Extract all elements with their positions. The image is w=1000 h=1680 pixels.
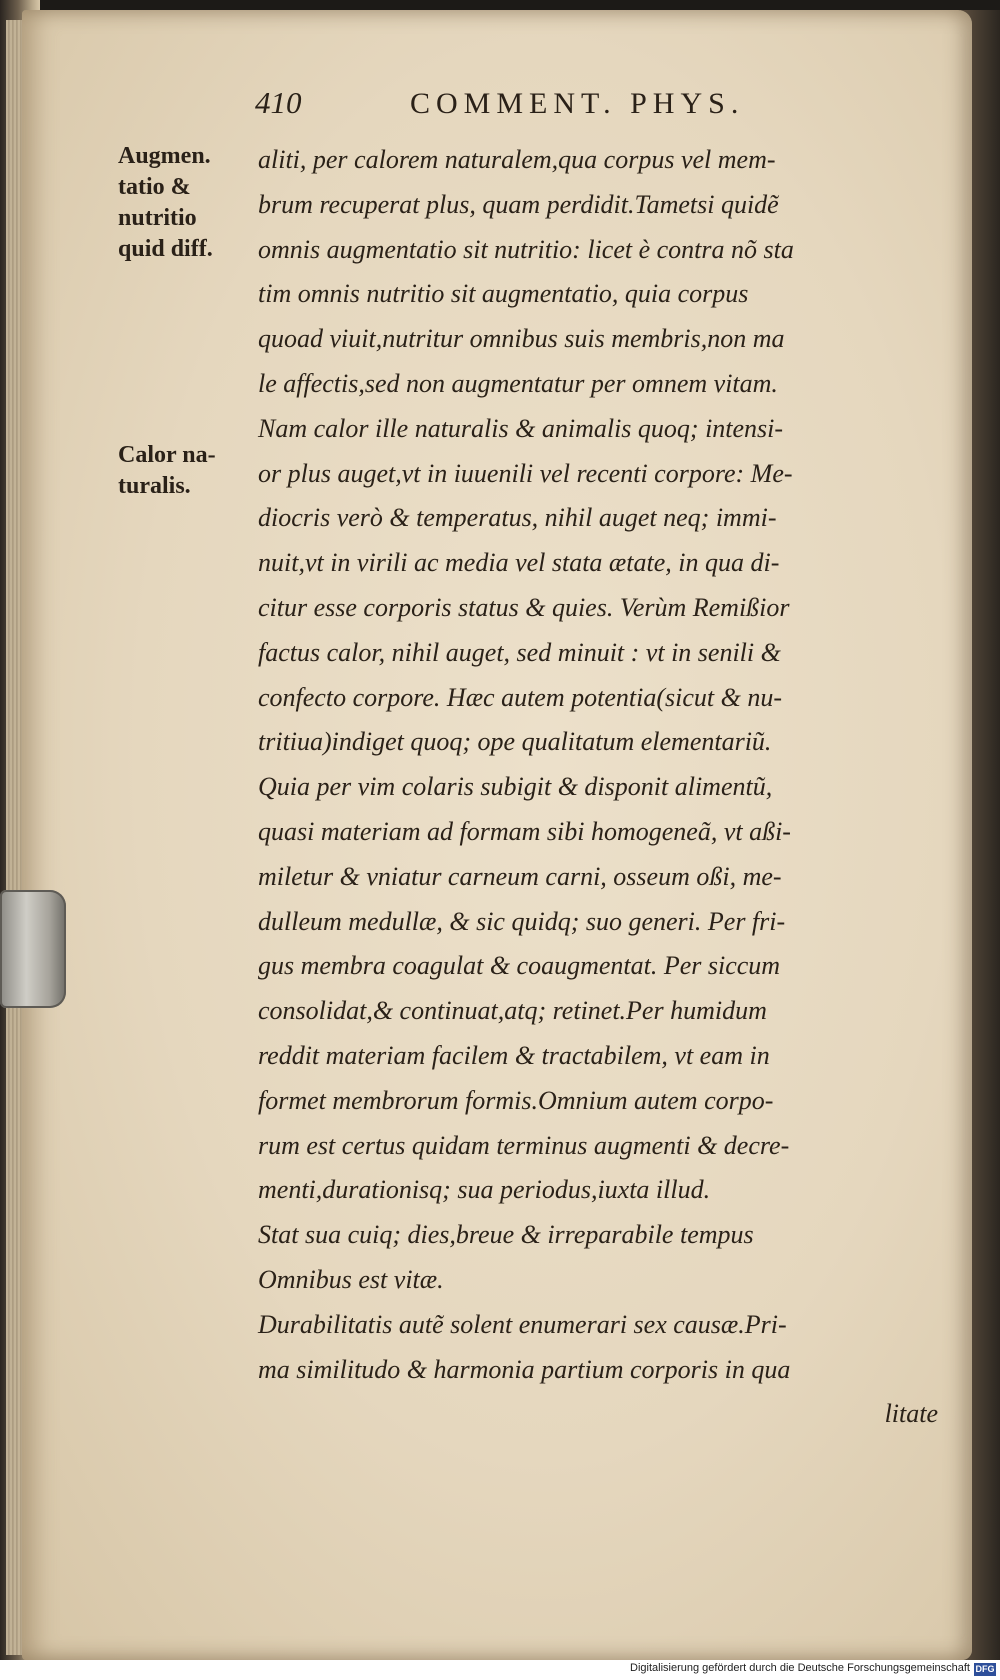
text-line: quoad viuit,nutritur omnibus suis membris,non ma [258,324,785,354]
margin-note-line: Calor na- [118,442,216,468]
margin-note-line: tatio & [118,174,191,200]
text-line: aliti, per calorem naturalem,qua corpus vel mem- [258,145,776,174]
text-line: menti,durationisq; sua periodus,iuxta illud. [258,1175,711,1205]
running-title: COMMENT. PHYS. [410,87,745,120]
text-line: formet membrorum formis.Omnium autem corpo- [258,1085,774,1115]
text-line: ma similitudo & harmonia partium corporis in qua [258,1354,791,1384]
footer-credit: Digitalisierung gefördert durch die Deutsche Forschungsgemeinschaft [630,1662,970,1674]
text-line: le affectis,sed non augmentatur per omnem vitam. [258,368,778,398]
margin-note-augmentatio [118,141,253,265]
text-line: tritiua)indiget quoq; ope qualitatum elementariũ. [258,727,772,757]
dfg-logo-icon: DFG [975,1664,995,1674]
text-line: Omnibus est vitæ. [258,1264,444,1294]
text-line: factus calor, nihil auget, sed minuit : vt in senili & [258,637,781,667]
margin-note-line: nutritio [118,205,197,231]
text-line: Durabilitatis autẽ solent enumerari sex causæ.Pri- [258,1309,787,1339]
text-line: nuit,vt in virili ac media vel stata ætate, in qua di- [258,548,780,578]
text-line: Stat sua cuiq; dies,breue & irreparabile tempus [258,1220,754,1250]
text-line: gus membra coagulat & coaugmentat. Per siccum [258,951,781,981]
margin-note-line: turalis. [118,473,191,499]
page-header [255,85,815,125]
text-line: diocris verò & temperatus, nihil auget neq; immi- [258,503,777,533]
margin-note-calor [118,440,253,502]
page-number: 410 [255,85,302,120]
text-line: Nam calor ille naturalis & animalis quoq; intensi- [258,413,784,443]
margin-note-line: Augmen. [118,143,211,169]
margin-note-line: quid diff. [118,236,213,262]
text-line: Quia per vim colaris subigit & disponit alimentũ, [258,772,773,802]
text-line: rum est certus quidam terminus augmenti & decre- [258,1130,790,1160]
text-line: consolidat,& continuat,atq; retinet.Per humidum [258,996,767,1026]
text-line: reddit materiam facilem & tractabilem, vt eam in [258,1040,770,1070]
text-line: citur esse corporis status & quies. Verùm Remißior [258,592,790,622]
text-line: quasi materiam ad formam sibi homogeneã, vt aßi- [258,816,791,846]
main-text-block [258,138,958,1437]
text-line: miletur & vniatur carneum carni, osseum oßi, me- [258,861,782,891]
catchword: litate [884,1399,938,1429]
text-line: or plus auget,vt in iuuenili vel recenti corpore: Me- [258,458,793,488]
text-line: dulleum medullæ, & sic quidq; suo generi. Per fri- [258,906,786,936]
text-line: tim omnis nutritio sit augmentatio, quia corpus [258,279,749,309]
text-line: brum recuperat plus, quam perdidit.Tametsi quidẽ [258,189,779,219]
text-line: confecto corpore. Hæc autem potentia(sicut & nu- [258,682,782,712]
text-line: omnis augmentatio sit nutritio: licet è contra nõ sta [258,234,794,264]
footer-bar [0,1660,1000,1680]
metal-clasp [0,890,66,1008]
